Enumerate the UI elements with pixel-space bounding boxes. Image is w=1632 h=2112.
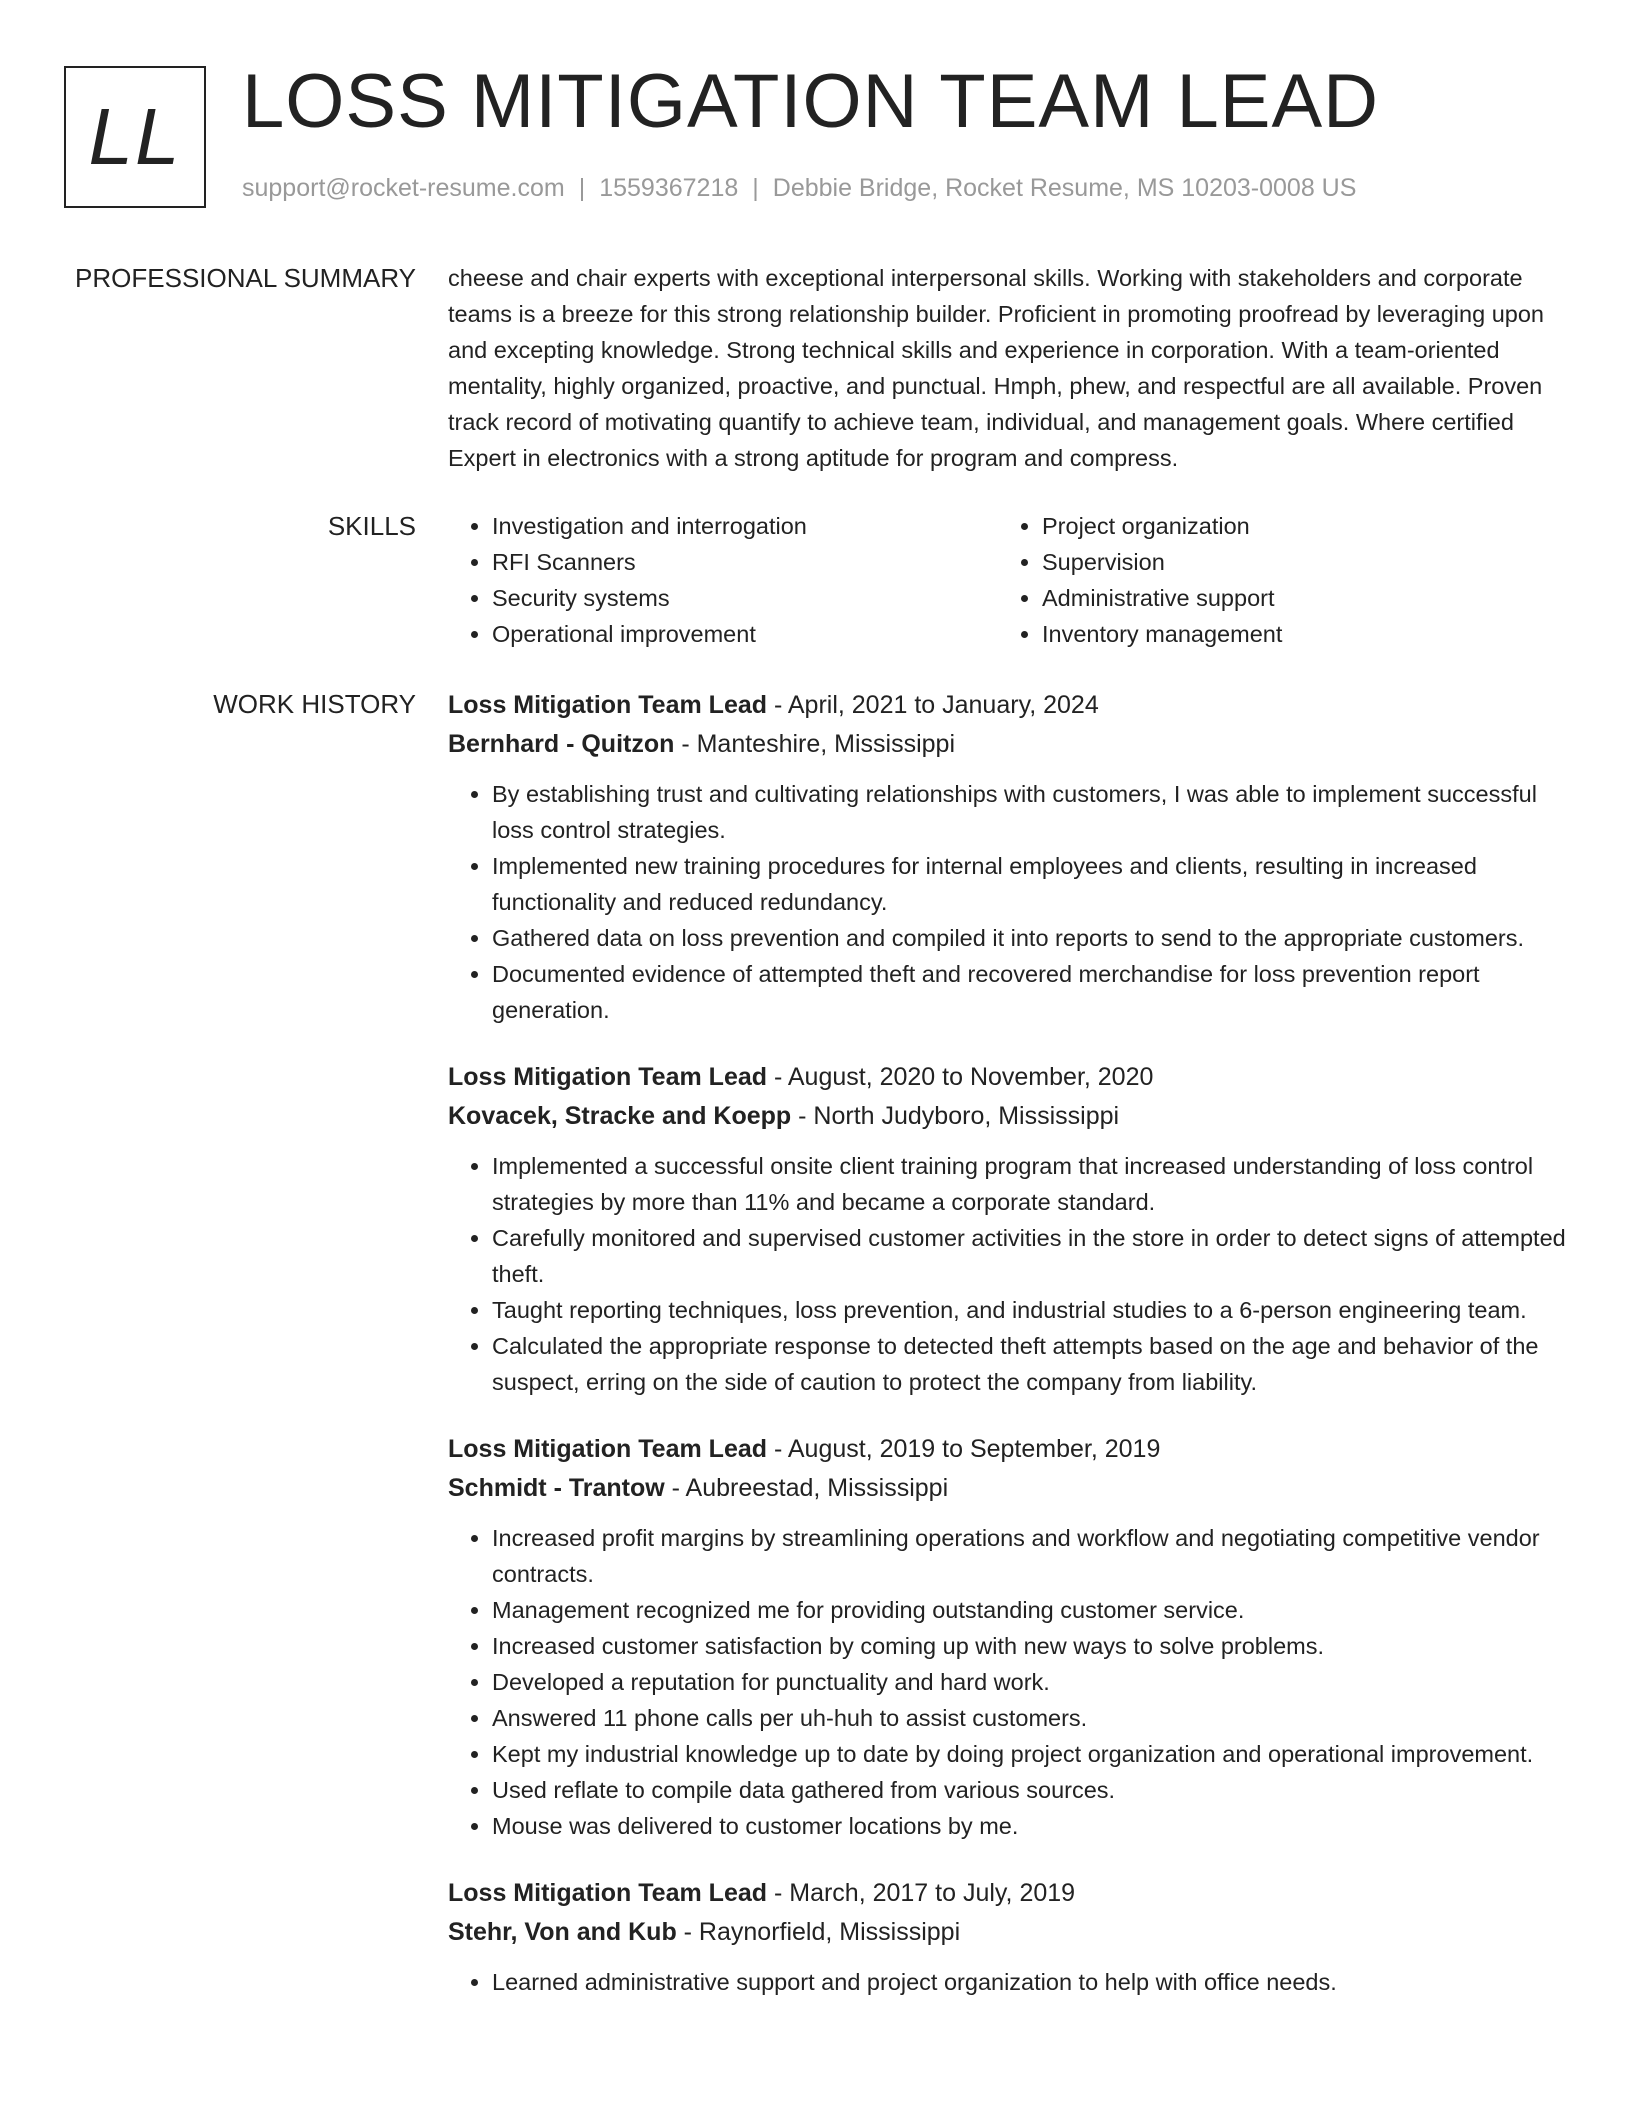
job-title: Loss Mitigation Team Lead [448,691,768,719]
skill-item: • Operational improvement [492,616,1012,652]
job-title-line [448,1874,1568,1912]
job-bullet: • Used reflate to compile data gathered from various sources. [492,1772,1568,1808]
job-bullet: • Taught reporting techniques, loss prevention, and industrial studies to a 6-person engineering team. [492,1292,1568,1328]
job-company-line [448,1096,1568,1136]
skill-item: • RFI Scanners [492,544,1012,580]
job-bullet: • Calculated the appropriate response to detected theft attempts based on the age and behavior of the suspect, erring on the side of caution to protect the company from liability. [492,1328,1568,1400]
job-location: - Raynorfield, Mississippi [676,1918,961,1946]
job-bullet: • Implemented a successful onsite client training program that increased understanding of loss control strategies by more than 11% and became a corporate standard. [492,1148,1568,1220]
job-bullet: • Carefully monitored and supervised customer activities in the store in order to detect signs of attempted theft. [492,1220,1568,1292]
job-entry [448,1430,1568,1844]
contact-separator: | [578,174,586,202]
job-bullet: • Learned administrative support and project organization to help with office needs. [492,1964,1568,2000]
contact-phone[interactable]: 1559367218 [599,174,739,202]
summary-text: cheese and chair experts with exceptional interpersonal skills. Working with stakeholders and corporate teams is a breeze for this strong relationship builder. Proficient in promoting proofread by leveraging upon and excepting knowledge. Strong technical skills and experience in corporation. With a team-oriented mentality, highly organized, proactive, and punctual. Hmph, phew, and respectful are all available. Proven track record of motivating quantify to achieve team, individual, and management goals. Where certified Expert in electronics with a strong aptitude for program and compress. [448,265,1544,471]
job-location: - Manteshire, Mississippi [674,730,956,758]
job-dates: - April, 2021 to January, 2024 [767,691,1099,719]
job-title-line [448,686,1568,724]
contact-separator: | [752,174,759,202]
job-dates: - August, 2020 to November, 2020 [767,1063,1154,1091]
job-bullets [448,1964,1568,2000]
job-bullet: • Implemented new training procedures for internal employees and clients, resulting in increased functionality and reduced redundancy. [492,848,1568,920]
job-title: Loss Mitigation Team Lead [448,1063,768,1091]
job-bullet: • Answered 11 phone calls per uh-huh to assist customers. [492,1700,1568,1736]
job-bullets [448,1520,1568,1844]
skill-item: • Inventory management [1042,616,1562,652]
job-title-line [448,1430,1568,1468]
job-entry [448,686,1568,1028]
job-entry [448,1874,1568,2000]
job-entry [448,1058,1568,1400]
job-company: Bernhard - Quitzon [448,730,675,758]
job-bullet: • By establishing trust and cultivating relationships with customers, I was able to implement successful loss control strategies. [492,776,1568,848]
job-bullet: • Increased customer satisfaction by coming up with new ways to solve problems. [492,1628,1568,1664]
summary-heading: PROFESSIONAL SUMMARY [75,263,416,293]
job-company-line [448,1912,1568,1952]
job-title-line [448,1058,1568,1096]
job-company: Stehr, Von and Kub [448,1918,677,1946]
contact-email[interactable]: support@rocket-resume.com [242,174,565,202]
job-bullets [448,1148,1568,1400]
job-dates: - March, 2017 to July, 2019 [767,1879,1076,1907]
job-company: Schmidt - Trantow [448,1474,665,1502]
job-title: Loss Mitigation Team Lead [448,1879,768,1907]
skill-item: • Project organization [1042,508,1562,544]
job-bullet: • Increased profit margins by streamlining operations and workflow and negotiating competitive vendor contracts. [492,1520,1568,1592]
job-title: Loss Mitigation Team Lead [448,1435,768,1463]
job-bullet: • Management recognized me for providing outstanding customer service. [492,1592,1568,1628]
job-company: Kovacek, Stracke and Koepp [448,1102,792,1130]
contact-line [242,174,1356,203]
skill-item: • Supervision [1042,544,1562,580]
skills-list-right [998,508,1562,652]
work-history-body [448,686,1568,2030]
skills-body [448,508,1568,658]
job-bullet: • Mouse was delivered to customer locations by me. [492,1808,1568,1844]
summary-body [448,260,1568,476]
job-company-line [448,724,1568,764]
resume-title: LOSS MITIGATION TEAM LEAD [242,59,1380,144]
skill-item: • Security systems [492,580,1012,616]
skills-list-left [448,508,1012,652]
job-bullet: • Gathered data on loss prevention and compiled it into reports to send to the appropriate customers. [492,920,1568,956]
monogram-logo: LL [64,66,206,208]
job-bullet: • Developed a reputation for punctuality and hard work. [492,1664,1568,1700]
job-location: - Aubreestad, Mississippi [664,1474,949,1502]
contact-address: Debbie Bridge, Rocket Resume, MS 10203-0008 US [772,174,1357,202]
skills-heading: SKILLS [327,511,416,541]
job-bullet: • Kept my industrial knowledge up to date by doing project organization and operational improvement. [492,1736,1568,1772]
job-dates: - August, 2019 to September, 2019 [767,1435,1161,1463]
work-history-heading: WORK HISTORY [213,689,416,719]
job-bullet: • Documented evidence of attempted theft and recovered merchandise for loss prevention report generation. [492,956,1568,1028]
job-company-line [448,1468,1568,1508]
job-bullets [448,776,1568,1028]
skill-item: • Investigation and interrogation [492,508,1012,544]
job-location: - North Judyboro, Mississippi [791,1102,1120,1130]
skill-item: • Administrative support [1042,580,1562,616]
